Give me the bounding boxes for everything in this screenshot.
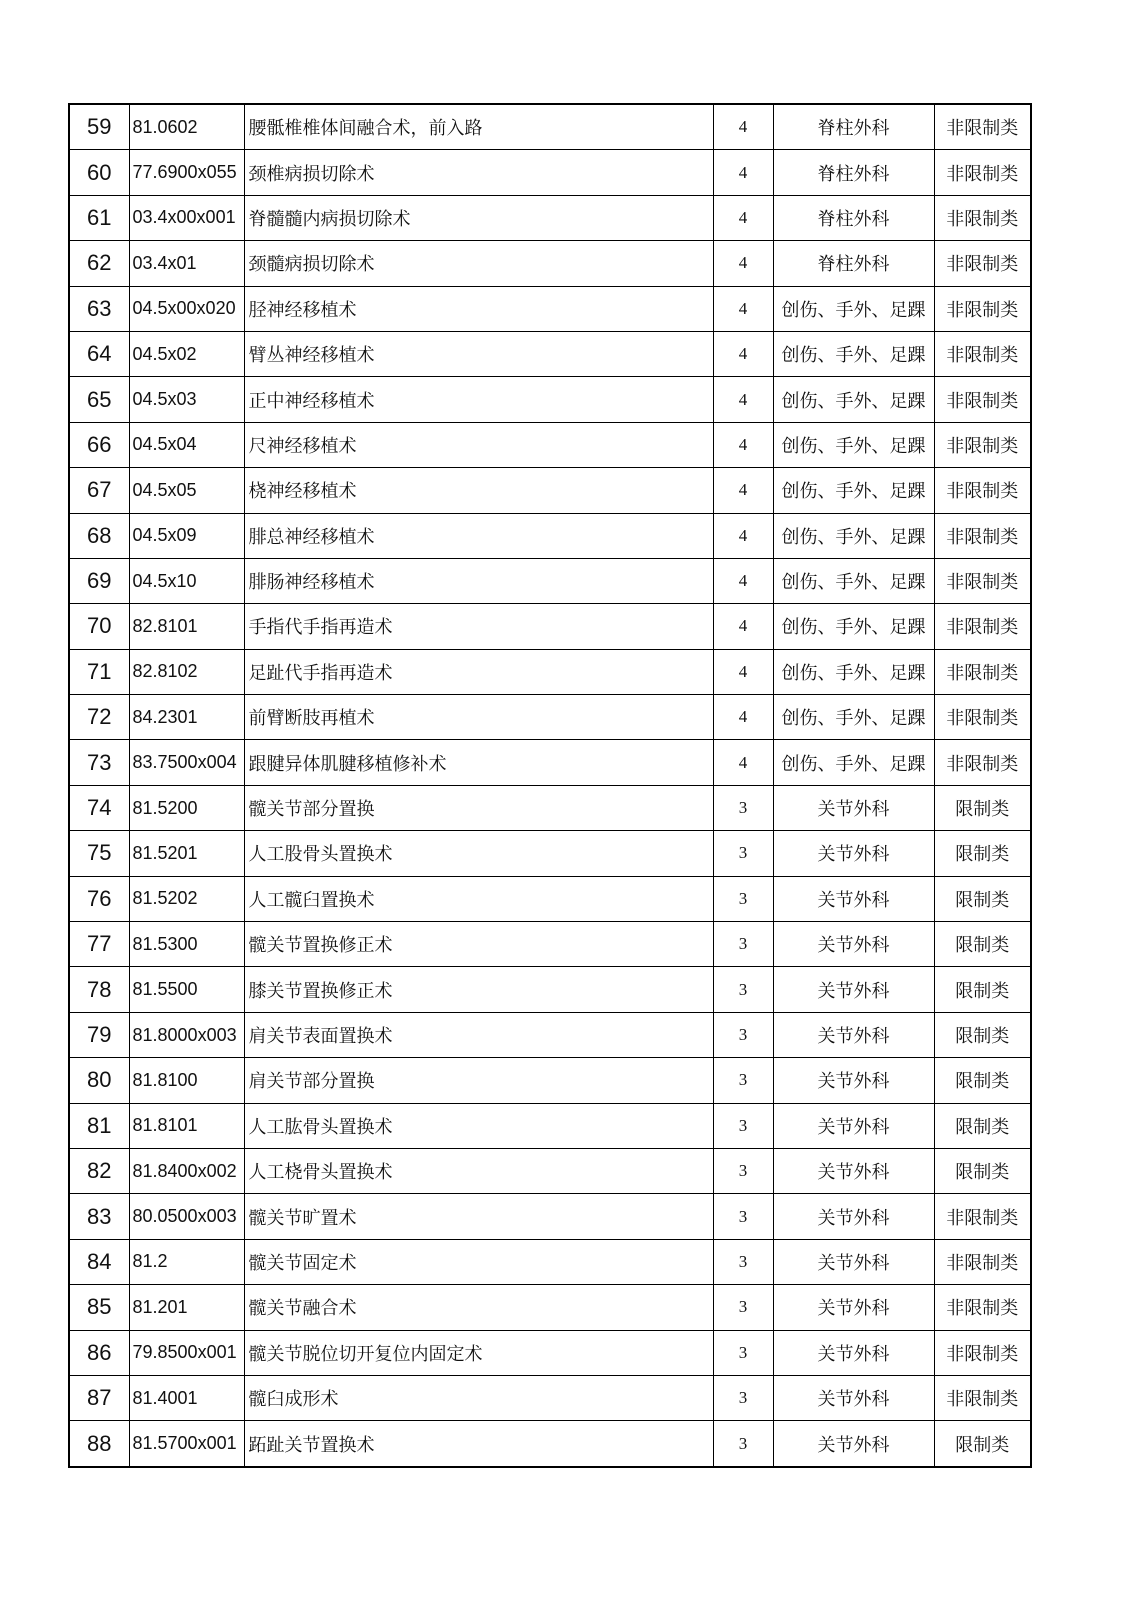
procedure-name: 人工桡骨头置换术 [244,1148,713,1193]
department: 创伤、手外、足踝 [773,513,934,558]
department: 关节外科 [773,1194,934,1239]
procedure-name: 跟腱异体肌腱移植修补术 [244,740,713,785]
row-number: 72 [69,695,129,740]
procedure-name: 髋关节融合术 [244,1285,713,1330]
row-number: 61 [69,195,129,240]
procedure-level: 4 [713,150,773,195]
procedure-level: 3 [713,922,773,967]
procedure-level: 3 [713,1285,773,1330]
department: 关节外科 [773,1375,934,1420]
row-number: 78 [69,967,129,1012]
category: 限制类 [934,1103,1031,1148]
row-number: 65 [69,377,129,422]
procedure-code: 81.8101 [129,1103,244,1148]
table-row [69,241,1031,286]
table-row [69,286,1031,331]
category: 非限制类 [934,740,1031,785]
procedure-code: 80.0500x003 [129,1194,244,1239]
row-number: 70 [69,604,129,649]
row-number: 83 [69,1194,129,1239]
procedure-level: 3 [713,1058,773,1103]
procedure-code: 81.5201 [129,831,244,876]
procedure-code: 03.4x00x001 [129,195,244,240]
procedure-level: 3 [713,1239,773,1284]
category: 非限制类 [934,468,1031,513]
table-row [69,1012,1031,1057]
procedure-name: 前臂断肢再植术 [244,695,713,740]
procedure-code: 81.8000x003 [129,1012,244,1057]
procedure-code: 04.5x04 [129,422,244,467]
procedure-code: 81.201 [129,1285,244,1330]
table-row [69,1103,1031,1148]
table-row [69,150,1031,195]
procedure-name: 髋关节置换修正术 [244,922,713,967]
row-number: 73 [69,740,129,785]
procedure-level: 3 [713,831,773,876]
category: 非限制类 [934,513,1031,558]
procedure-code: 81.5202 [129,876,244,921]
category: 非限制类 [934,195,1031,240]
procedure-name: 手指代手指再造术 [244,604,713,649]
category: 限制类 [934,1058,1031,1103]
table-row [69,876,1031,921]
procedure-name: 桡神经移植术 [244,468,713,513]
row-number: 81 [69,1103,129,1148]
category: 非限制类 [934,241,1031,286]
table-row [69,604,1031,649]
procedure-level: 3 [713,1012,773,1057]
procedure-code: 81.4001 [129,1375,244,1420]
table-row [69,1239,1031,1284]
procedure-code: 83.7500x004 [129,740,244,785]
department: 关节外科 [773,1058,934,1103]
procedure-code: 03.4x01 [129,241,244,286]
procedure-name: 人工髋臼置换术 [244,876,713,921]
department: 关节外科 [773,967,934,1012]
procedure-code: 81.8400x002 [129,1148,244,1193]
category: 限制类 [934,876,1031,921]
department: 创伤、手外、足踝 [773,331,934,376]
procedure-level: 4 [713,195,773,240]
procedure-code: 04.5x03 [129,377,244,422]
department: 创伤、手外、足踝 [773,695,934,740]
procedure-name: 髋臼成形术 [244,1375,713,1420]
procedure-code: 04.5x10 [129,558,244,603]
procedure-level: 3 [713,1330,773,1375]
procedure-name: 膝关节置换修正术 [244,967,713,1012]
procedure-name: 颈髓病损切除术 [244,241,713,286]
category: 限制类 [934,785,1031,830]
table-row [69,785,1031,830]
department: 关节外科 [773,1421,934,1467]
department: 脊柱外科 [773,195,934,240]
department: 关节外科 [773,785,934,830]
procedure-name: 髋关节旷置术 [244,1194,713,1239]
category: 非限制类 [934,604,1031,649]
procedure-name: 髋关节部分置换 [244,785,713,830]
procedure-name: 尺神经移植术 [244,422,713,467]
category: 非限制类 [934,1194,1031,1239]
table-row [69,1148,1031,1193]
procedure-code: 84.2301 [129,695,244,740]
department: 创伤、手外、足踝 [773,604,934,649]
category: 非限制类 [934,104,1031,150]
procedure-level: 3 [713,1375,773,1420]
procedure-name: 腰骶椎椎体间融合术，前入路 [244,104,713,150]
department: 关节外科 [773,1148,934,1193]
row-number: 76 [69,876,129,921]
procedure-name: 人工股骨头置换术 [244,831,713,876]
row-number: 68 [69,513,129,558]
procedure-code: 04.5x02 [129,331,244,376]
row-number: 66 [69,422,129,467]
row-number: 88 [69,1421,129,1467]
procedure-code: 77.6900x055 [129,150,244,195]
table-row [69,422,1031,467]
procedure-level: 3 [713,1103,773,1148]
procedure-name: 肩关节表面置换术 [244,1012,713,1057]
department: 创伤、手外、足踝 [773,377,934,422]
procedure-name: 足趾代手指再造术 [244,649,713,694]
department: 关节外科 [773,1103,934,1148]
row-number: 84 [69,1239,129,1284]
category: 限制类 [934,967,1031,1012]
table-row [69,1421,1031,1467]
department: 关节外科 [773,1330,934,1375]
table-row [69,967,1031,1012]
procedure-name: 髋关节脱位切开复位内固定术 [244,1330,713,1375]
procedure-code: 81.5300 [129,922,244,967]
procedure-name: 脊髓髓内病损切除术 [244,195,713,240]
procedure-code: 81.8100 [129,1058,244,1103]
department: 关节外科 [773,831,934,876]
procedure-level: 4 [713,422,773,467]
procedure-name: 腓肠神经移植术 [244,558,713,603]
department: 脊柱外科 [773,241,934,286]
category: 非限制类 [934,377,1031,422]
category: 非限制类 [934,331,1031,376]
procedure-level: 4 [713,695,773,740]
row-number: 59 [69,104,129,150]
table-row [69,649,1031,694]
row-number: 77 [69,922,129,967]
category: 非限制类 [934,1239,1031,1284]
department: 关节外科 [773,1239,934,1284]
procedure-level: 4 [713,513,773,558]
procedure-code: 04.5x05 [129,468,244,513]
table-row [69,104,1031,150]
row-number: 80 [69,1058,129,1103]
procedure-name: 正中神经移植术 [244,377,713,422]
table-row [69,1285,1031,1330]
procedure-level: 3 [713,1148,773,1193]
procedure-code: 79.8500x001 [129,1330,244,1375]
procedure-name: 腓总神经移植术 [244,513,713,558]
table-row [69,1058,1031,1103]
procedure-code: 81.0602 [129,104,244,150]
procedure-code: 04.5x09 [129,513,244,558]
category: 限制类 [934,1148,1031,1193]
department: 创伤、手外、足踝 [773,286,934,331]
table-row [69,695,1031,740]
procedure-name: 跖趾关节置换术 [244,1421,713,1467]
department: 创伤、手外、足踝 [773,558,934,603]
row-number: 71 [69,649,129,694]
department: 创伤、手外、足踝 [773,740,934,785]
department: 关节外科 [773,1285,934,1330]
category: 限制类 [934,831,1031,876]
table-row [69,331,1031,376]
table-row [69,1194,1031,1239]
table-row [69,1330,1031,1375]
procedure-level: 4 [713,241,773,286]
row-number: 82 [69,1148,129,1193]
category: 非限制类 [934,1285,1031,1330]
procedure-code: 81.2 [129,1239,244,1284]
row-number: 74 [69,785,129,830]
procedure-level: 3 [713,967,773,1012]
category: 限制类 [934,1421,1031,1467]
category: 非限制类 [934,422,1031,467]
procedure-level: 4 [713,740,773,785]
procedure-level: 4 [713,649,773,694]
table-row [69,195,1031,240]
procedure-level: 3 [713,876,773,921]
procedure-level: 3 [713,1421,773,1467]
table-row [69,513,1031,558]
department: 关节外科 [773,876,934,921]
procedure-name: 髋关节固定术 [244,1239,713,1284]
row-number: 85 [69,1285,129,1330]
row-number: 87 [69,1375,129,1420]
procedure-level: 4 [713,104,773,150]
procedure-level: 4 [713,468,773,513]
table-row [69,831,1031,876]
category: 非限制类 [934,558,1031,603]
table-row [69,1375,1031,1420]
department: 创伤、手外、足踝 [773,422,934,467]
procedure-table [68,103,1032,1468]
row-number: 60 [69,150,129,195]
row-number: 63 [69,286,129,331]
row-number: 62 [69,241,129,286]
procedure-level: 4 [713,331,773,376]
row-number: 69 [69,558,129,603]
procedure-level: 4 [713,377,773,422]
table-row [69,558,1031,603]
category: 非限制类 [934,150,1031,195]
procedure-level: 4 [713,286,773,331]
row-number: 79 [69,1012,129,1057]
row-number: 67 [69,468,129,513]
procedure-name: 胫神经移植术 [244,286,713,331]
procedure-name: 臂丛神经移植术 [244,331,713,376]
row-number: 86 [69,1330,129,1375]
category: 非限制类 [934,695,1031,740]
table-row [69,377,1031,422]
department: 关节外科 [773,1012,934,1057]
department: 关节外科 [773,922,934,967]
procedure-name: 颈椎病损切除术 [244,150,713,195]
procedure-name: 肩关节部分置换 [244,1058,713,1103]
department: 创伤、手外、足踝 [773,649,934,694]
category: 限制类 [934,922,1031,967]
category: 非限制类 [934,1330,1031,1375]
procedure-level: 4 [713,558,773,603]
category: 限制类 [934,1012,1031,1057]
table-row [69,740,1031,785]
table-row [69,922,1031,967]
department: 脊柱外科 [773,104,934,150]
procedure-level: 4 [713,604,773,649]
category: 非限制类 [934,1375,1031,1420]
table-row [69,468,1031,513]
row-number: 75 [69,831,129,876]
procedure-code: 82.8101 [129,604,244,649]
procedure-code: 81.5200 [129,785,244,830]
procedure-level: 3 [713,785,773,830]
department: 脊柱外科 [773,150,934,195]
department: 创伤、手外、足踝 [773,468,934,513]
procedure-name: 人工肱骨头置换术 [244,1103,713,1148]
procedure-level: 3 [713,1194,773,1239]
procedure-code: 81.5500 [129,967,244,1012]
procedure-code: 82.8102 [129,649,244,694]
category: 非限制类 [934,649,1031,694]
procedure-code: 04.5x00x020 [129,286,244,331]
category: 非限制类 [934,286,1031,331]
row-number: 64 [69,331,129,376]
procedure-code: 81.5700x001 [129,1421,244,1467]
